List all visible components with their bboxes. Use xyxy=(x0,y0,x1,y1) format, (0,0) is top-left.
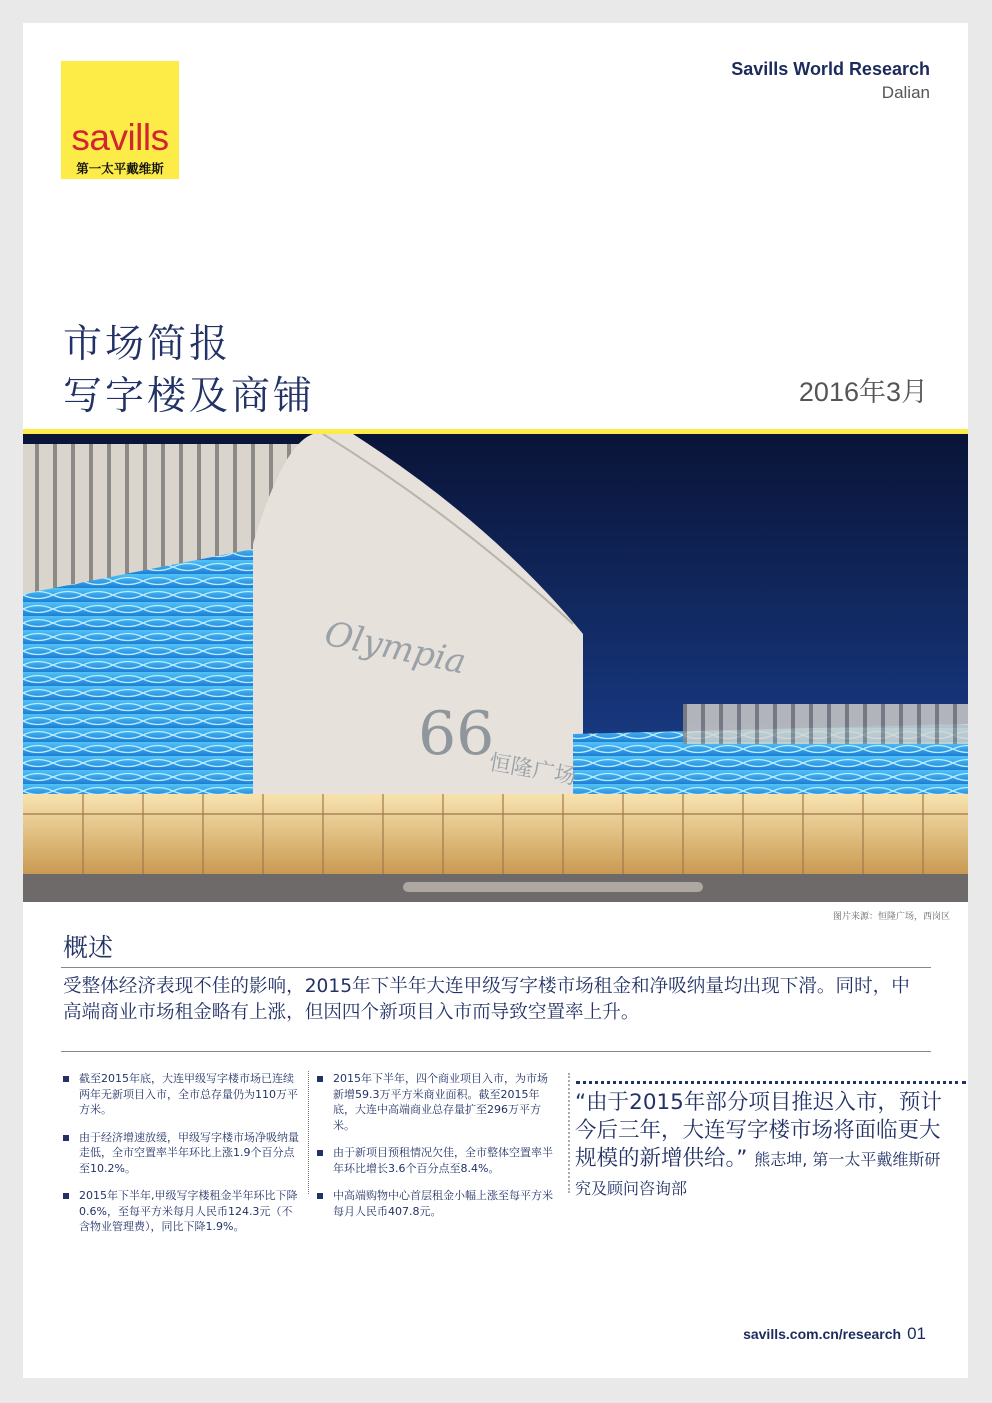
quote-attribution: 熊志坤, 第一太平戴维斯研究及顾问咨询部 xyxy=(575,1150,941,1198)
quote-side-dots xyxy=(568,1073,570,1193)
bullet-item: 由于新项目预租情况欠佳，全市整体空置率半年环比增长3.6个百分点至8.4%。 xyxy=(315,1145,553,1176)
bullet-square-icon xyxy=(63,1076,69,1082)
building-sign-number: 66 xyxy=(418,699,495,769)
report-title-line-2: 写字楼及商铺 xyxy=(63,374,316,419)
bullet-item: 中高端购物中心首层租金小幅上涨至每平方米每月人民币407.8元。 xyxy=(315,1188,553,1219)
hero-photo xyxy=(23,434,968,902)
city-name: Dalian xyxy=(881,83,930,102)
column-divider xyxy=(308,1071,309,1194)
logo-wordmark: savills xyxy=(71,117,169,158)
building-sign-text: Olympia xyxy=(321,613,470,683)
overview-bottom-rule xyxy=(61,1051,931,1052)
page-number: 01 xyxy=(907,1324,926,1343)
overview-summary: 受整体经济表现不佳的影响，2015年下半年大连甲级写字楼市场租金和净吸纳量均出现下滑。同时，中高端商业市场租金略有上涨，但因四个新项目入市而导致空置率上升。 xyxy=(63,976,910,1023)
bullet-item: 截至2015年底，大连甲级写字楼市场已连续两年无新项目入市，全市总存量仍为110万平方米。 xyxy=(61,1071,301,1118)
footer-url[interactable]: savills.com.cn/research xyxy=(743,1326,902,1342)
photo-caption: 图片来源：恒隆广场，西岗区 xyxy=(832,912,950,922)
bullet-item: 由于经济增速放缓，甲级写字楼市场净吸纳量走低，全市空置率半年环比上涨1.9个百分点至10.2%。 xyxy=(61,1130,301,1177)
series-title: Savills World Research xyxy=(731,59,930,79)
bullet-square-icon xyxy=(63,1135,69,1141)
bullet-item: 2015年下半年，四个商业项目入市，为市场新增59.3万平方米商业面积。截至2015年底，大连中高端商业总存量扩至296万平方米。 xyxy=(315,1071,553,1133)
quote-text: “由于2015年部分项目推迟入市，预计今后三年，大连写字楼市场将面临更大规模的新增供给。” xyxy=(575,1090,942,1171)
building-sign-chinese: 恒隆广场 xyxy=(486,750,578,791)
savills-logo xyxy=(61,61,179,179)
logo-chinese-name: 第一太平戴维斯 xyxy=(76,161,164,176)
bullet-square-icon xyxy=(317,1076,323,1082)
bullet-square-icon xyxy=(317,1193,323,1199)
report-date: 2016年3月 xyxy=(798,377,928,407)
bullets-retail xyxy=(315,1071,553,1231)
overview-top-rule xyxy=(61,967,931,968)
bullets-office xyxy=(61,1071,301,1247)
page-footer xyxy=(743,1324,926,1344)
bullet-item: 2015年下半年,甲级写字楼租金半年环比下降0.6%，至每平方米每月人民币124.3元（不含物业管理费），同比下降1.9%。 xyxy=(61,1188,301,1235)
quote-top-dots xyxy=(576,1081,966,1084)
mall-illustration xyxy=(23,434,968,902)
bullet-square-icon xyxy=(63,1193,69,1199)
report-page xyxy=(23,23,968,1378)
bullet-square-icon xyxy=(317,1150,323,1156)
overview-heading: 概述 xyxy=(63,933,114,962)
pull-quote xyxy=(575,1089,955,1203)
report-title-line-1: 市场简报 xyxy=(63,322,232,367)
